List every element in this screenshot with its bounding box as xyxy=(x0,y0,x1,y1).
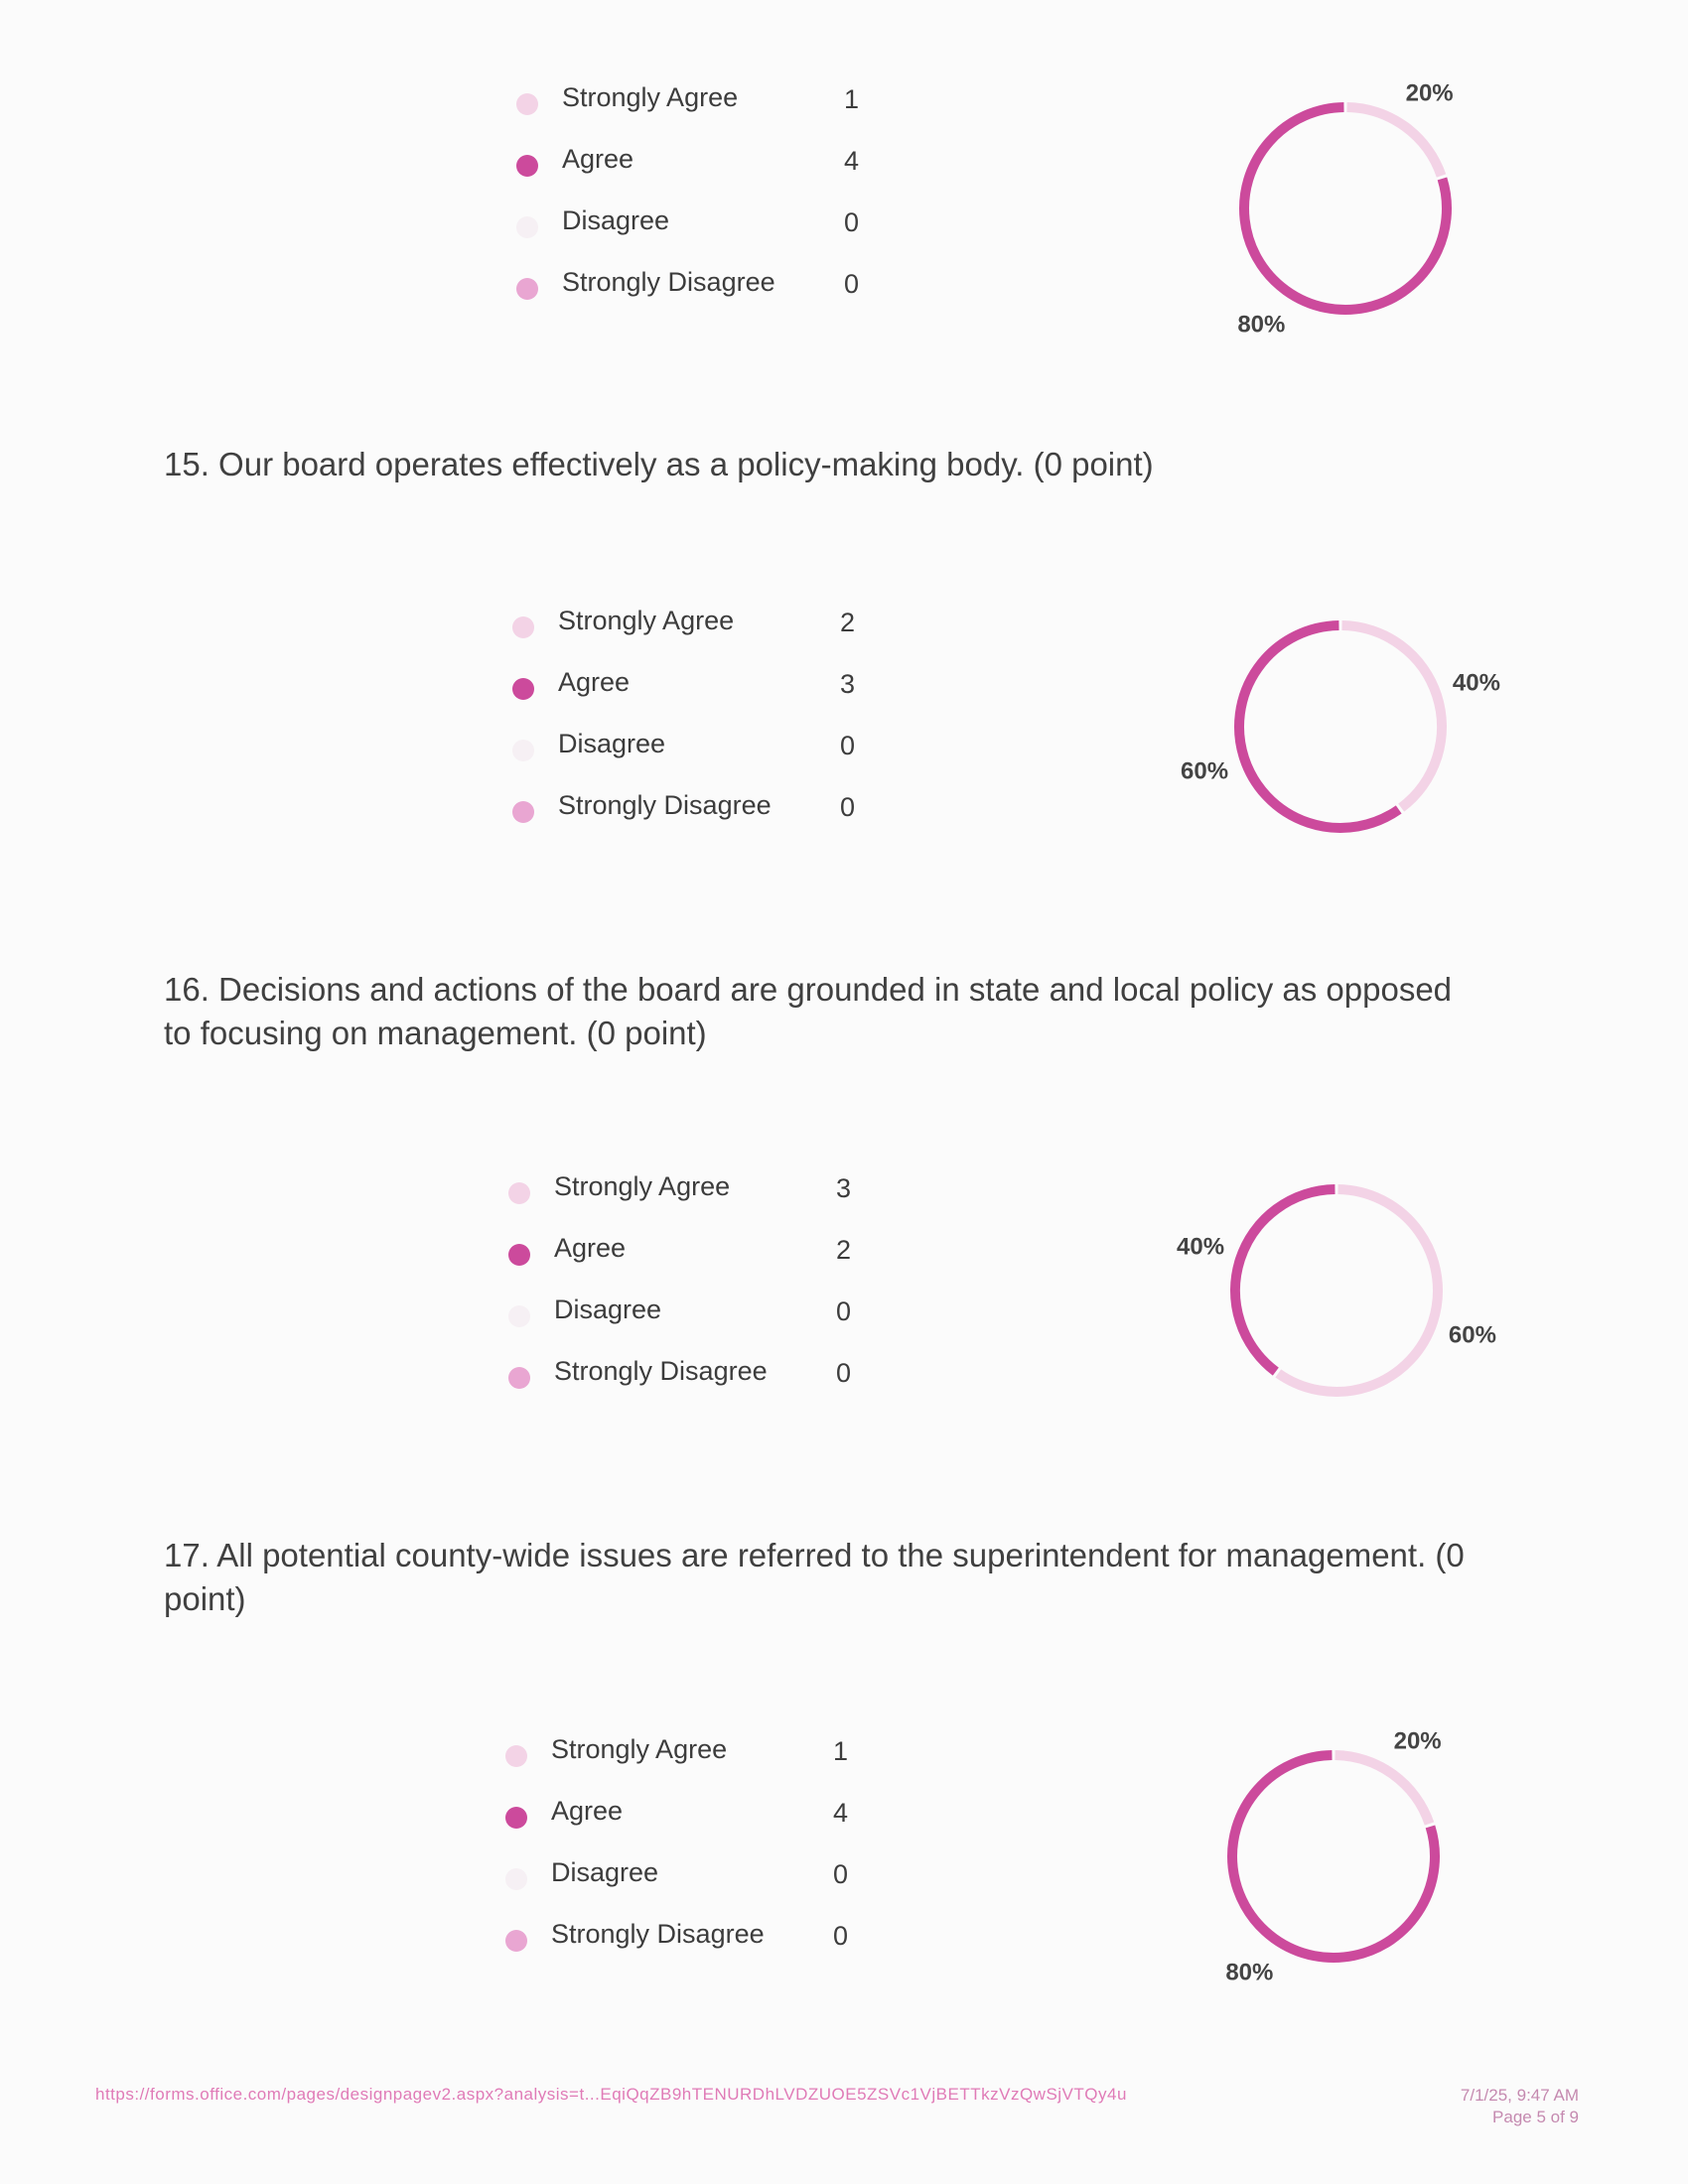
legend-count: 2 xyxy=(840,608,856,637)
legend-label: Strongly Agree xyxy=(554,1171,731,1201)
legend-count: 0 xyxy=(840,792,856,822)
legend-count: 0 xyxy=(840,731,856,760)
strongly-disagree-dot xyxy=(512,801,534,823)
strongly-agree-slice xyxy=(1336,1755,1430,1824)
donut-chart-q16 xyxy=(1158,1142,1515,1439)
strongly-agree-dot xyxy=(505,1745,527,1767)
legend-item xyxy=(505,1852,903,1914)
legend-count: 0 xyxy=(836,1358,852,1388)
legend-count: 4 xyxy=(833,1798,849,1828)
legend-label: Agree xyxy=(554,1233,627,1263)
legend-label: Strongly Agree xyxy=(551,1734,728,1764)
legend-label: Disagree xyxy=(554,1295,662,1324)
donut-svg xyxy=(1167,60,1524,357)
legend-label: Strongly Disagree xyxy=(554,1356,768,1386)
footer-page-number: Page 5 of 9 xyxy=(1492,2108,1579,2126)
question-title-17: 17. All potential county-wide issues are referred to the superintendent for management. (0 point) xyxy=(164,1537,1465,1617)
donut-chart-q15 xyxy=(1162,578,1519,876)
strongly-agree-percent-label: 20% xyxy=(1393,1727,1442,1755)
strongly-agree-dot xyxy=(516,93,538,115)
legend-count: 2 xyxy=(836,1235,852,1265)
legend-item xyxy=(505,1729,903,1791)
legend-item xyxy=(512,601,910,662)
legend-item xyxy=(512,662,910,724)
legend-count: 0 xyxy=(844,269,860,299)
donut-svg xyxy=(1155,1707,1512,2005)
donut-svg xyxy=(1162,578,1519,876)
strongly-agree-slice xyxy=(1278,1189,1438,1392)
footer-meta xyxy=(1370,2085,1579,2128)
donut-chart-q17 xyxy=(1155,1707,1512,2005)
legend-label: Disagree xyxy=(558,729,666,758)
legend-item xyxy=(508,1228,906,1290)
strongly-agree-dot xyxy=(508,1182,530,1204)
legend-q15 xyxy=(512,601,910,847)
strongly-disagree-dot xyxy=(508,1367,530,1389)
legend-label: Strongly Disagree xyxy=(558,790,772,820)
agree-slice xyxy=(1235,1189,1335,1372)
strongly-agree-dot xyxy=(512,616,534,638)
legend-item xyxy=(508,1351,906,1413)
legend-label: Agree xyxy=(562,144,634,174)
legend-label: Strongly Agree xyxy=(562,82,739,112)
legend-q17 xyxy=(505,1729,903,1976)
strongly-agree-percent-label: 40% xyxy=(1452,669,1500,697)
legend-item xyxy=(516,139,914,201)
legend-item xyxy=(508,1290,906,1351)
legend-count: 0 xyxy=(836,1297,852,1326)
strongly-agree-slice xyxy=(1347,107,1442,176)
agree-percent-label: 40% xyxy=(1177,1233,1225,1261)
legend-count: 0 xyxy=(844,207,860,237)
strongly-agree-slice xyxy=(1342,625,1442,808)
legend-q14 xyxy=(516,77,914,324)
strongly-agree-percent-label: 60% xyxy=(1448,1321,1496,1349)
disagree-dot xyxy=(512,740,534,761)
legend-label: Agree xyxy=(558,667,631,697)
legend-count: 1 xyxy=(833,1736,849,1766)
legend-label: Disagree xyxy=(562,205,670,235)
legend-count: 1 xyxy=(844,84,860,114)
footer-datetime: 7/1/25, 9:47 AM xyxy=(1460,2086,1579,2105)
legend-label: Agree xyxy=(551,1796,624,1826)
legend-count: 3 xyxy=(836,1173,852,1203)
legend-count: 0 xyxy=(833,1921,849,1951)
agree-dot xyxy=(512,678,534,700)
legend-label: Strongly Agree xyxy=(558,606,735,635)
agree-slice xyxy=(1239,625,1399,828)
legend-item xyxy=(505,1791,903,1852)
legend-q16 xyxy=(508,1166,906,1413)
legend-item xyxy=(516,262,914,324)
agree-dot xyxy=(505,1807,527,1829)
disagree-dot xyxy=(505,1868,527,1890)
donut-chart-q14 xyxy=(1167,60,1524,357)
legend-label: Strongly Disagree xyxy=(551,1919,765,1949)
legend-count: 3 xyxy=(840,669,856,699)
legend-item xyxy=(508,1166,906,1228)
disagree-dot xyxy=(516,216,538,238)
agree-percent-label: 80% xyxy=(1225,1959,1274,1986)
agree-percent-label: 80% xyxy=(1237,311,1286,339)
question-title-15: 15. Our board operates effectively as a policy-making body. (0 point) xyxy=(164,446,1154,482)
legend-item xyxy=(516,77,914,139)
legend-count: 4 xyxy=(844,146,860,176)
legend-label: Disagree xyxy=(551,1857,659,1887)
legend-count: 0 xyxy=(833,1859,849,1889)
legend-item xyxy=(516,201,914,262)
strongly-disagree-dot xyxy=(505,1930,527,1952)
donut-svg xyxy=(1158,1142,1515,1439)
legend-item xyxy=(512,724,910,785)
question-title-16: 16. Decisions and actions of the board are grounded in state and local policy as opposed to focusing on management. (0 point) xyxy=(164,971,1453,1051)
legend-label: Strongly Disagree xyxy=(562,267,775,297)
agree-percent-label: 60% xyxy=(1181,757,1229,785)
strongly-disagree-dot xyxy=(516,278,538,300)
disagree-dot xyxy=(508,1305,530,1327)
strongly-agree-percent-label: 20% xyxy=(1405,79,1454,107)
legend-item xyxy=(512,785,910,847)
agree-dot xyxy=(516,155,538,177)
footer-url: https://forms.office.com/pages/designpagev2.aspx?analysis=t...EqiQqZB9hTENURDhLVDZUOE5ZSVc1VjBETTkzVzQwSjVTQy4u xyxy=(95,2085,1127,2104)
legend-item xyxy=(505,1914,903,1976)
agree-dot xyxy=(508,1244,530,1266)
